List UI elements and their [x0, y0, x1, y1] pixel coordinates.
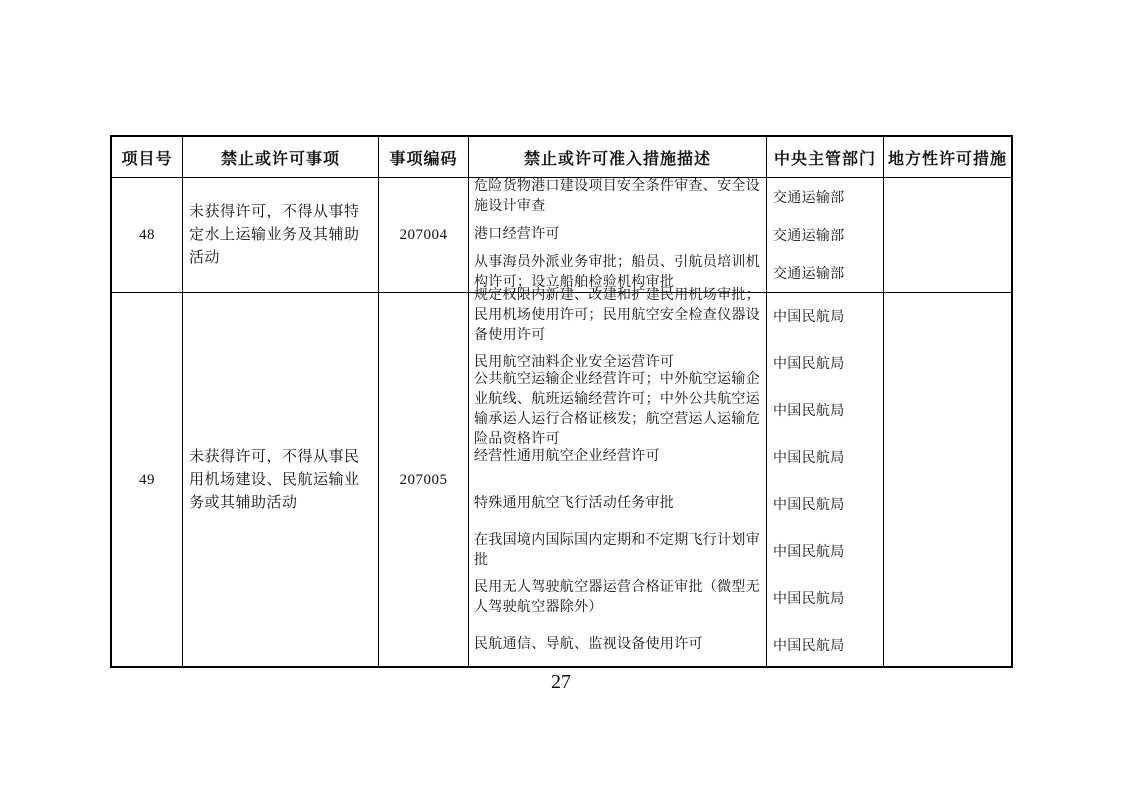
measure-description: 公共航空运输企业经营许可；中外航空运输企业航线、航班运输经营许可；中外公共航空运输承运人运行合格证核发；航空营运人运输危险品资格许可 [474, 372, 760, 448]
measure-description: 港口经营许可 [474, 227, 560, 242]
header-local-permit-measures: 地方性许可措施 [887, 150, 1007, 168]
measure-description: 从事海员外派业务审批；船员、引航员培训机构许可；设立船舶检验机构审批 [474, 255, 760, 290]
measure-department: 中国民航局 [766, 387, 883, 434]
measure-description: 经营性通用航空企业经营许可 [474, 449, 660, 465]
measure-row [469, 288, 883, 344]
measure-department: 中国民航局 [766, 527, 883, 574]
measure-row [469, 372, 883, 448]
row-item-number: 48 [112, 178, 183, 292]
measure-row [469, 178, 883, 216]
row-matter-code: 207004 [379, 178, 469, 292]
measure-description: 规定权限内新建、改建和扩建民用机场审批；民用机场使用许可；民用航空安全检查仪器设备使用许可 [474, 288, 760, 344]
row-local-measures [884, 178, 1011, 292]
measure-department: 交通运输部 [766, 254, 883, 292]
measure-department: 中国民航局 [766, 293, 883, 340]
measure-row [469, 527, 883, 574]
measure-row [469, 434, 883, 481]
header-measure-description: 禁止或许可准入措施描述 [469, 137, 767, 177]
permit-measures-table [110, 135, 1013, 668]
header-central-department: 中央主管部门 [767, 137, 884, 177]
row-matter-text: 未获得许可，不得从事民用机场建设、民航运输业务或其辅助活动 [183, 293, 379, 668]
measure-department: 中国民航局 [766, 434, 883, 481]
measure-description: 民用无人驾驶航空器运营合格证审批（微型无人驾驶航空器除外） [474, 579, 760, 615]
measure-department: 中国民航局 [766, 621, 883, 668]
row-matter-code: 207005 [379, 293, 469, 668]
measure-row [469, 481, 883, 528]
table-row [112, 288, 1011, 668]
measure-row [469, 216, 883, 254]
header-prohibited-or-permitted-matter: 禁止或许可事项 [183, 137, 379, 177]
measure-row [469, 621, 883, 668]
measure-department: 中国民航局 [766, 574, 883, 621]
row-item-number: 49 [112, 293, 183, 668]
row-measures-list [469, 288, 884, 668]
page-number: 27 [551, 671, 571, 693]
table-body [112, 178, 1011, 668]
table-row [112, 178, 1011, 293]
measure-department: 交通运输部 [766, 178, 883, 216]
measure-row [469, 574, 883, 621]
row-local-measures [884, 293, 1011, 668]
measure-description: 民用航空油料企业安全运营许可 [474, 355, 675, 371]
measure-department: 中国民航局 [766, 340, 883, 387]
measure-department: 中国民航局 [766, 481, 883, 528]
header-matter-code: 事项编码 [379, 137, 469, 177]
row-measures-list [469, 178, 884, 292]
measure-description: 危险货物港口建设项目安全条件审查、安全设施设计审查 [474, 179, 760, 214]
header-item-number: 项目号 [112, 137, 183, 177]
measure-department: 交通运输部 [766, 216, 883, 254]
measure-description: 特殊通用航空飞行活动任务审批 [474, 495, 675, 511]
measure-description: 民航通信、导航、监视设备使用许可 [474, 636, 703, 652]
measure-description: 在我国境内国际国内定期和不定期飞行计划审批 [474, 532, 760, 568]
row-matter-text: 未获得许可，不得从事特定水上运输业务及其辅助活动 [183, 178, 379, 292]
table-header-row [112, 137, 1011, 178]
